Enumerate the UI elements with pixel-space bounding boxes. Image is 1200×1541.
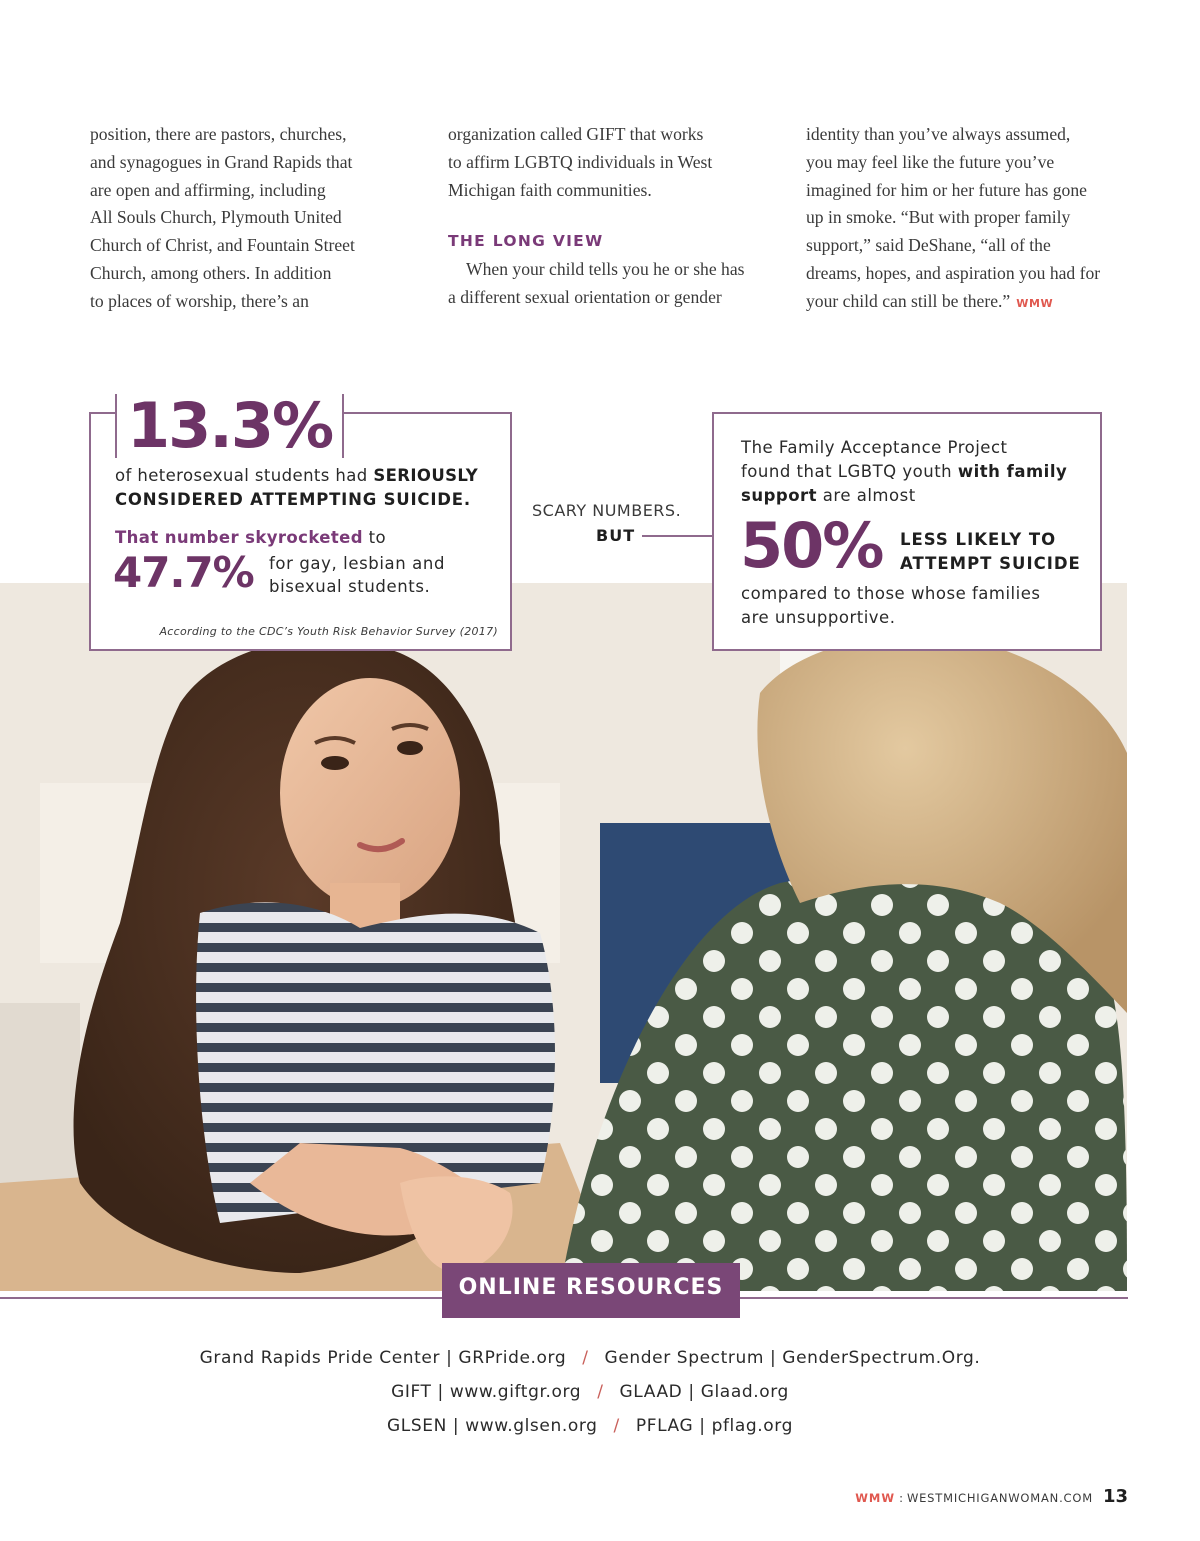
body-text-line: to places of worship, there’s an bbox=[90, 290, 309, 311]
stat-text-bold: with family bbox=[957, 462, 1068, 481]
body-text-line: identity than you’ve always assumed, bbox=[806, 124, 1071, 144]
quote-end-text: your child can still be there.” bbox=[806, 290, 1011, 311]
article-column-2 bbox=[448, 121, 783, 312]
photo-illustration bbox=[0, 583, 1127, 1291]
footer-website[interactable]: WESTMICHIGANWOMAN.COM bbox=[906, 1491, 1093, 1505]
stat-text-bold-line: CONSIDERED ATTEMPTING SUICIDE. bbox=[115, 490, 471, 509]
stat-second-value: 47.7% bbox=[113, 548, 254, 597]
stat-text-plain: are almost bbox=[817, 486, 916, 505]
body-text-line: position, there are pastors, churches, bbox=[90, 124, 347, 144]
page-footer bbox=[855, 1486, 1128, 1507]
body-text-line: you may feel like the future you’ve bbox=[806, 151, 1055, 172]
resource-link[interactable]: GLAAD | Glaad.org bbox=[619, 1382, 789, 1402]
body-text-line: a different sexual orientation or gender bbox=[448, 287, 722, 308]
resource-link[interactable]: Grand Rapids Pride Center | GRPride.org bbox=[199, 1348, 567, 1368]
stat-group-text bbox=[269, 552, 445, 598]
body-text-line: Church of Christ, and Fountain Street bbox=[90, 235, 355, 256]
connector-text-bold: BUT bbox=[596, 526, 636, 545]
body-text-line: All Souls Church, Plymouth United bbox=[90, 207, 342, 228]
article-column-1 bbox=[90, 121, 420, 316]
connector-text: SCARY NUMBERS. bbox=[532, 501, 682, 520]
body-text-line: to affirm LGBTQ individuals in West bbox=[448, 151, 713, 172]
resource-separator: / bbox=[597, 1382, 604, 1402]
body-text-line: dreams, hopes, and aspiration you had for bbox=[806, 262, 1101, 283]
footer-brand: WMW bbox=[855, 1491, 896, 1505]
stat-text-line bbox=[115, 466, 478, 485]
resources-row bbox=[0, 1348, 1190, 1368]
article-end-mark: WMW bbox=[1016, 296, 1054, 310]
resource-separator: / bbox=[582, 1348, 589, 1368]
body-text-line: and synagogues in Grand Rapids that bbox=[90, 151, 353, 172]
resource-link[interactable]: GLSEN | www.glsen.org bbox=[387, 1416, 598, 1436]
body-text-line: When your child tells you he or she has bbox=[466, 259, 745, 280]
connector-line bbox=[642, 535, 714, 537]
resource-link[interactable]: PFLAG | pflag.org bbox=[635, 1416, 793, 1436]
stat-text-line: compared to those whose families bbox=[741, 584, 1041, 603]
stat-text-bold: SERIOUSLY bbox=[373, 466, 479, 485]
stat-text-line bbox=[115, 528, 386, 547]
stat-box-suicide-consideration bbox=[89, 389, 512, 651]
stat-source-citation: According to the CDC’s Youth Risk Behavior Survey (2017) bbox=[159, 625, 498, 638]
photo-mother-daughter bbox=[0, 583, 1127, 1291]
body-text-line: Church, among others. In addition bbox=[90, 262, 332, 283]
stat-group-line: for gay, lesbian and bbox=[269, 554, 446, 573]
resource-link[interactable]: GIFT | www.giftgr.org bbox=[391, 1382, 582, 1402]
stat-box-family-acceptance bbox=[712, 412, 1102, 651]
stat-text-line: The Family Acceptance Project bbox=[741, 438, 1008, 457]
resources-heading: ONLINE RESOURCES bbox=[442, 1263, 740, 1318]
stat-text-highlight: That number skyrocketed bbox=[115, 528, 363, 547]
resources-row bbox=[0, 1382, 1190, 1402]
stat-text-line bbox=[741, 462, 1067, 481]
resources-row bbox=[0, 1416, 1190, 1436]
stat-group-line: bisexual students. bbox=[269, 577, 431, 596]
stat-text-plain: to bbox=[362, 528, 386, 547]
body-text-line: imagined for him or her future has gone bbox=[806, 179, 1087, 200]
resource-separator: / bbox=[613, 1416, 620, 1436]
footer-separator: : bbox=[899, 1491, 903, 1505]
body-text-line: organization called GIFT that works bbox=[448, 124, 704, 144]
body-text-line: up in smoke. “But with proper family bbox=[806, 207, 1071, 228]
stat-text-plain: found that LGBTQ youth bbox=[741, 462, 958, 481]
stat-text-bold-line: ATTEMPT SUICIDE bbox=[900, 554, 1081, 573]
stat-big-value: 13.3% bbox=[115, 394, 344, 458]
stat-text-line: are unsupportive. bbox=[741, 608, 896, 627]
body-text-line bbox=[806, 288, 1136, 318]
stat-text-plain: of heterosexual students had bbox=[115, 466, 374, 485]
body-text-line: are open and affirming, including bbox=[90, 179, 326, 200]
body-text-line: Michigan faith communities. bbox=[448, 179, 652, 200]
section-heading: THE LONG VIEW bbox=[448, 232, 604, 251]
body-text-line: support,” said DeShane, “all of the bbox=[806, 235, 1051, 256]
article-column-3 bbox=[806, 121, 1136, 318]
stat-text-bold: support bbox=[741, 486, 818, 505]
stat-text-line bbox=[741, 486, 916, 505]
stat-big-value: 50% bbox=[740, 509, 883, 582]
stat-text-bold-line: LESS LIKELY TO bbox=[900, 530, 1057, 549]
page-number: 13 bbox=[1102, 1486, 1128, 1507]
resource-link[interactable]: Gender Spectrum | GenderSpectrum.Org. bbox=[604, 1348, 981, 1368]
